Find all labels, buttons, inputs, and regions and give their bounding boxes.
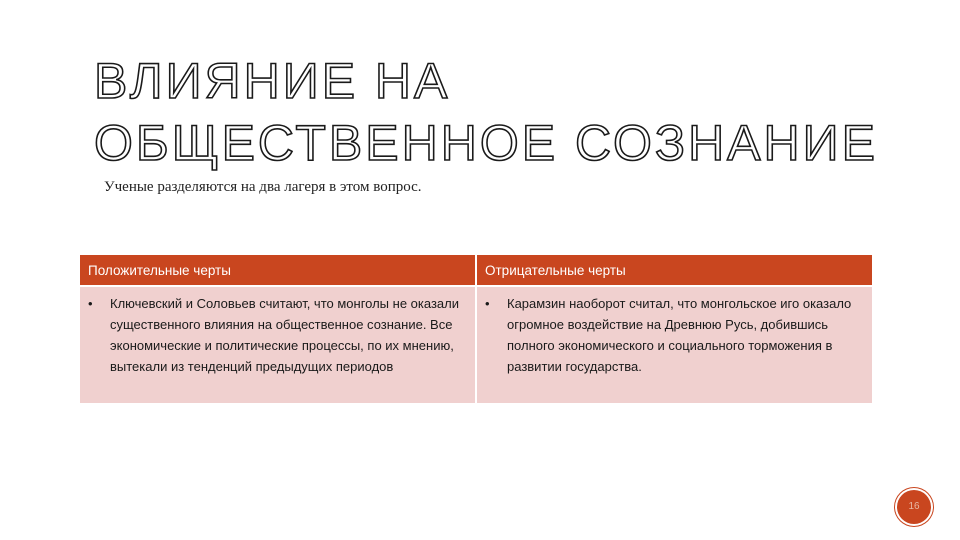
header-positive-traits: Положительные черты xyxy=(80,255,476,286)
slide-title: ВЛИЯНИЕ НА ОБЩЕСТВЕННОЕ СОЗНАНИЕ xyxy=(94,53,878,171)
table-header-row xyxy=(80,255,872,286)
comparison-table xyxy=(80,255,872,403)
slide-subtitle: Ученые разделяются на два лагеря в этом вопрос. xyxy=(104,179,422,195)
positive-traits-text: Ключевский и Соловьев считают, что монголы не оказали существенного влияния на общественное сознание. Все экономические и политические процессы, по их мнению, вытекали из тенденций предыдущих периодов xyxy=(110,296,459,374)
negative-traits-text: Карамзин наоборот считал, что монгольское иго оказало огромное воздействие на Древнюю Русь, добившись полного экономического и социального торможения в развитии государства. xyxy=(507,296,852,374)
header-negative-traits: Отрицательные черты xyxy=(476,255,872,286)
page-number-badge: 16 xyxy=(897,490,931,524)
cell-positive-traits xyxy=(80,286,476,403)
table-row xyxy=(80,286,872,403)
cell-negative-traits xyxy=(476,286,872,403)
bullet-marker: • xyxy=(485,296,490,311)
bullet-marker: • xyxy=(88,296,93,311)
